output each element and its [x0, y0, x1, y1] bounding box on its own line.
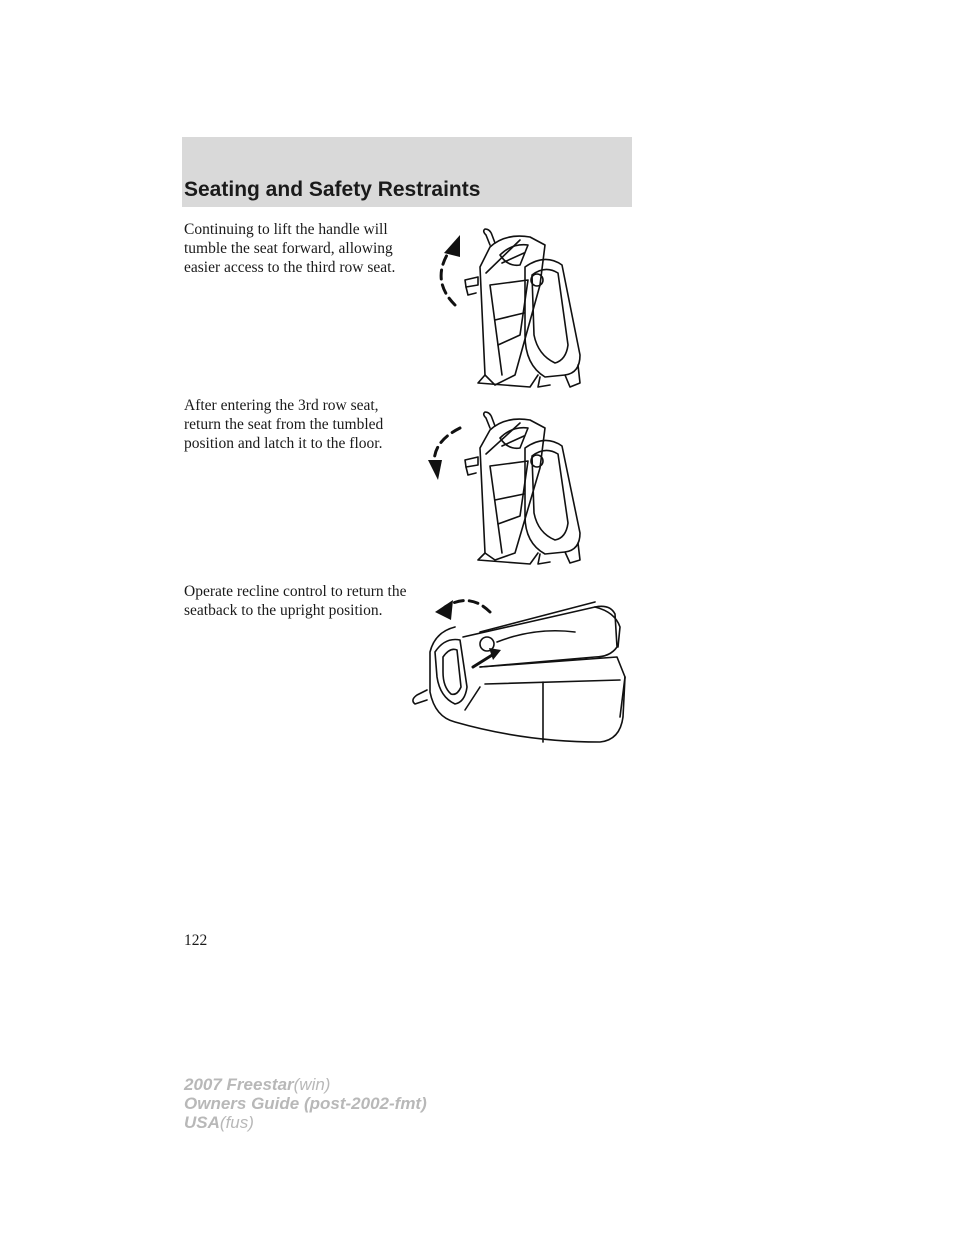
- paragraph-line: seatback to the upright position.: [184, 602, 383, 619]
- instruction-paragraph-recline: [184, 582, 407, 620]
- paragraph-line: easier access to the third row seat.: [184, 259, 396, 276]
- footer-market-code: (fus): [219, 1113, 254, 1132]
- footer-line-model: [184, 1075, 427, 1094]
- footer-model-code: (win): [293, 1075, 331, 1094]
- seat-tumbled-forward-illustration: [420, 225, 600, 390]
- paragraph-line: Continuing to lift the handle will: [184, 221, 388, 238]
- seat-return-from-tumble-illustration: [420, 408, 600, 568]
- paragraph-line: position and latch it to the floor.: [184, 435, 383, 452]
- footer-guide: Owners Guide (post-2002-fmt): [184, 1094, 427, 1113]
- footer-market: USA: [184, 1113, 220, 1132]
- instruction-paragraph-tumble: [184, 220, 394, 277]
- section-title: Seating and Safety Restraints: [184, 178, 481, 201]
- paragraph-line: return the seat from the tumbled: [184, 416, 384, 433]
- document-footer: [184, 1075, 427, 1132]
- paragraph-line: After entering the 3rd row seat,: [184, 397, 379, 414]
- instruction-paragraph-return: [184, 396, 394, 453]
- footer-line-guide: [184, 1094, 427, 1113]
- footer-model: 2007 Freestar: [184, 1075, 294, 1094]
- seatback-recline-upright-illustration: [405, 592, 630, 747]
- paragraph-line: Operate recline control to return the: [184, 583, 407, 600]
- footer-line-market: [184, 1113, 427, 1132]
- page-number: 122: [184, 932, 208, 949]
- paragraph-line: tumble the seat forward, allowing: [184, 240, 393, 257]
